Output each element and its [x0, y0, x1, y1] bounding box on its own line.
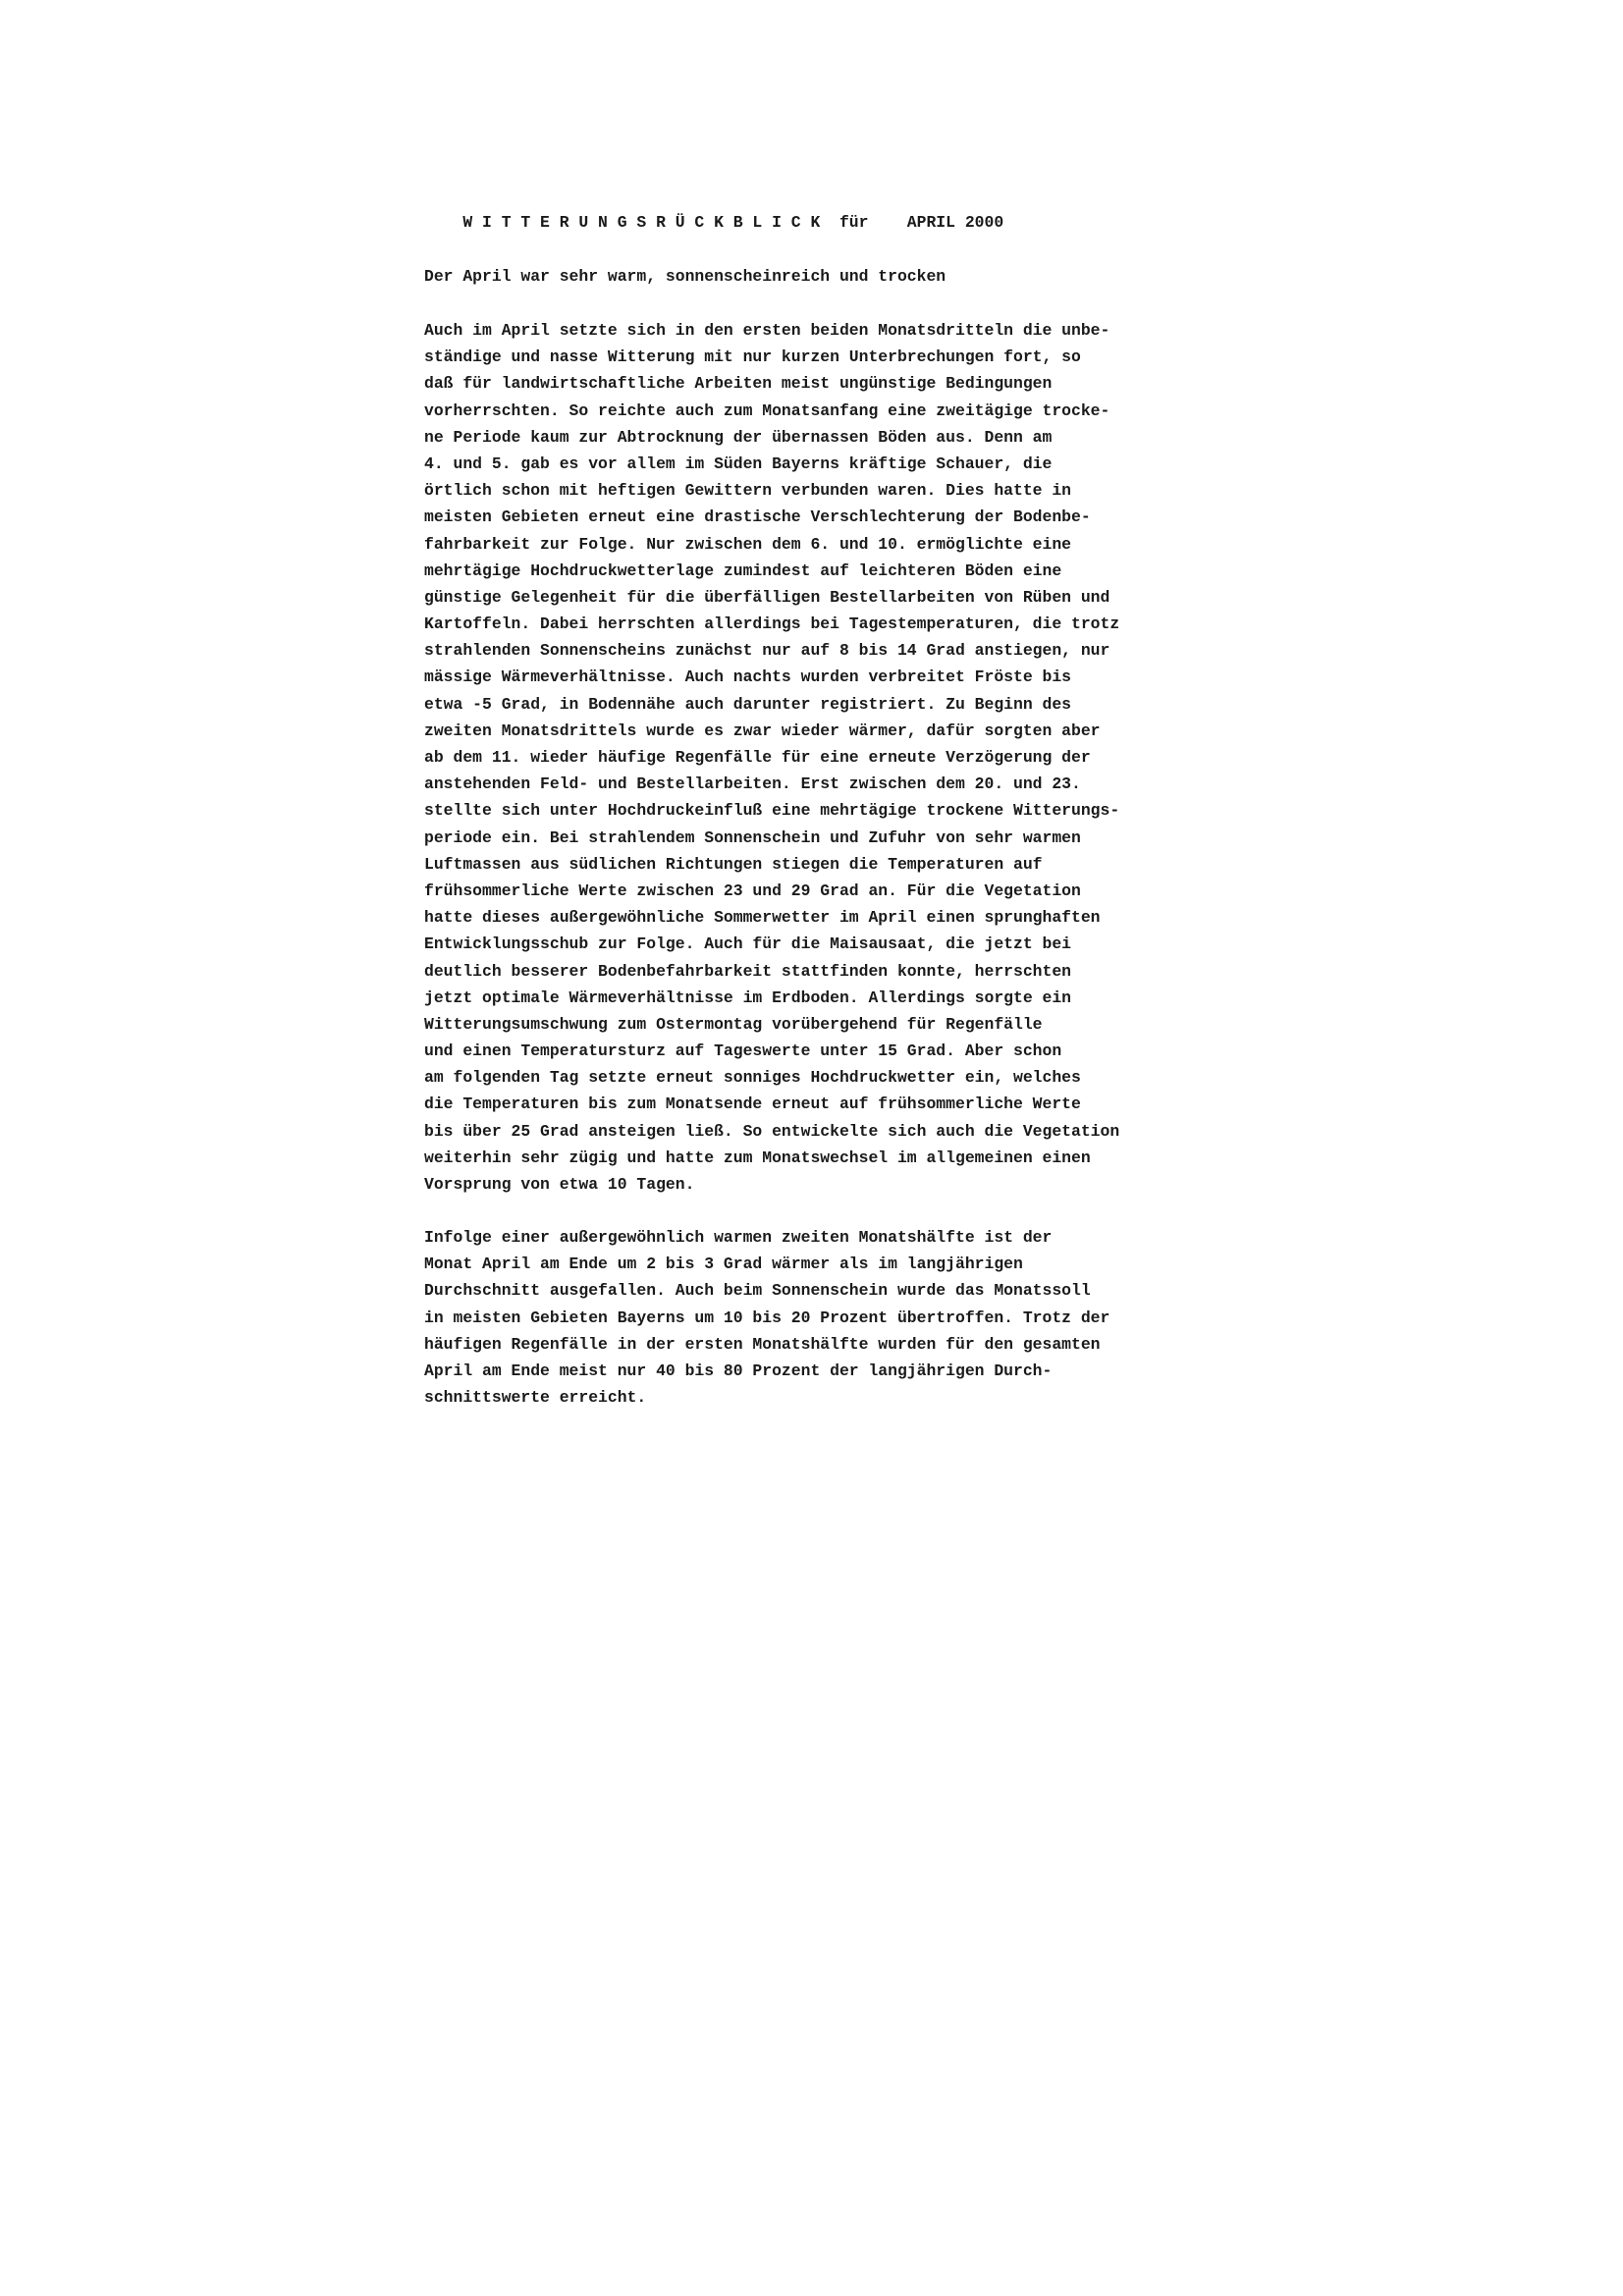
text-line: Entwicklungsschub zur Folge. Auch für die Maisausaat, die jetzt bei — [424, 934, 1072, 954]
text-line: deutlich besserer Bodenbefahrbarkeit stattfinden konnte, herrschten — [424, 961, 1072, 981]
text-line: zweiten Monatsdrittels wurde es zwar wieder wärmer, dafür sorgten aber — [424, 721, 1101, 740]
text-line: Kartoffeln. Dabei herrschten allerdings bei Tagestemperaturen, die trotz — [424, 614, 1120, 634]
text-line: anstehenden Feld- und Bestellarbeiten. Erst zwischen dem 20. und 23. — [424, 774, 1081, 794]
text-line: ab dem 11. wieder häufige Regenfälle für eine erneute Verzögerung der — [424, 748, 1091, 767]
text-line: ständige und nasse Witterung mit nur kurzen Unterbrechungen fort, so — [424, 347, 1081, 367]
text-line: frühsommerliche Werte zwischen 23 und 29 Grad an. Für die Vegetation — [424, 881, 1081, 900]
text-line: mehrtägige Hochdruckwetterlage zumindest auf leichteren Böden eine — [424, 561, 1062, 580]
paragraph-1 — [424, 317, 1406, 1198]
document-subtitle: Der April war sehr warm, sonnenscheinreich und trocken — [424, 267, 947, 286]
text-line: weiterhin sehr zügig und hatte zum Monatswechsel im allgemeinen einen — [424, 1148, 1091, 1167]
document-title: W I T T E R U N G S R Ü C K B L I C K für APRIL 2000 — [424, 213, 1004, 232]
text-line: fahrbarkeit zur Folge. Nur zwischen dem 6. und 10. ermöglichte eine — [424, 534, 1072, 554]
text-line: Infolge einer außergewöhnlich warmen zweiten Monatshälfte ist der — [424, 1228, 1053, 1247]
text-line: günstige Gelegenheit für die überfälligen Bestellarbeiten von Rüben und — [424, 587, 1110, 607]
text-line: strahlenden Sonnenscheins zunächst nur auf 8 bis 14 Grad anstiegen, nur — [424, 641, 1110, 661]
text-line: etwa -5 Grad, in Bodennähe auch darunter registriert. Zu Beginn des — [424, 694, 1072, 714]
text-line: bis über 25 Grad ansteigen ließ. So entwickelte sich auch die Vegetation — [424, 1121, 1120, 1141]
text-line: Luftmassen aus südlichen Richtungen stiegen die Temperaturen auf — [424, 854, 1043, 874]
text-line: Vorsprung von etwa 10 Tagen. — [424, 1175, 695, 1194]
text-line: Durchschnitt ausgefallen. Auch beim Sonnenschein wurde das Monatssoll — [424, 1281, 1091, 1301]
text-line: stellte sich unter Hochdruckeinfluß eine mehrtägige trockene Witterungs- — [424, 801, 1120, 821]
text-line: jetzt optimale Wärmeverhältnisse im Erdboden. Allerdings sorgte ein — [424, 988, 1072, 1007]
text-line: 4. und 5. gab es vor allem im Süden Bayerns kräftige Schauer, die — [424, 454, 1053, 473]
text-line: ne Periode kaum zur Abtrocknung der übernassen Böden aus. Denn am — [424, 427, 1053, 447]
text-line: meisten Gebieten erneut eine drastische Verschlechterung der Bodenbe- — [424, 507, 1091, 527]
text-line: vorherrschten. So reichte auch zum Monatsanfang eine zweitägige trocke- — [424, 400, 1110, 420]
text-line: daß für landwirtschaftliche Arbeiten meist ungünstige Bedingungen — [424, 374, 1053, 394]
text-line: Auch im April setzte sich in den ersten beiden Monatsdritteln die unbe- — [424, 321, 1110, 340]
paragraph-2 — [424, 1224, 1406, 1411]
text-line: Monat April am Ende um 2 bis 3 Grad wärmer als im langjährigen — [424, 1255, 1023, 1274]
text-line: häufigen Regenfälle in der ersten Monatshälfte wurden für den gesamten — [424, 1334, 1101, 1354]
text-line: schnittswerte erreicht. — [424, 1388, 647, 1408]
text-line: örtlich schon mit heftigen Gewittern verbunden waren. Dies hatte in — [424, 481, 1072, 501]
text-line: in meisten Gebieten Bayerns um 10 bis 20 Prozent übertroffen. Trotz der — [424, 1308, 1110, 1327]
text-line: die Temperaturen bis zum Monatsende erneut auf frühsommerliche Werte — [424, 1095, 1081, 1114]
text-line: mässige Wärmeverhältnisse. Auch nachts wurden verbreitet Fröste bis — [424, 667, 1072, 687]
text-line: Witterungsumschwung zum Ostermontag vorübergehend für Regenfälle — [424, 1014, 1043, 1034]
text-line: hatte dieses außergewöhnliche Sommerwetter im April einen sprunghaften — [424, 908, 1101, 928]
text-line: und einen Temperatursturz auf Tageswerte unter 15 Grad. Aber schon — [424, 1041, 1062, 1061]
text-line: April am Ende meist nur 40 bis 80 Prozent der langjährigen Durch- — [424, 1361, 1053, 1380]
text-line: periode ein. Bei strahlendem Sonnenschein und Zufuhr von sehr warmen — [424, 828, 1081, 847]
text-line: am folgenden Tag setzte erneut sonniges Hochdruckwetter ein, welches — [424, 1068, 1081, 1088]
